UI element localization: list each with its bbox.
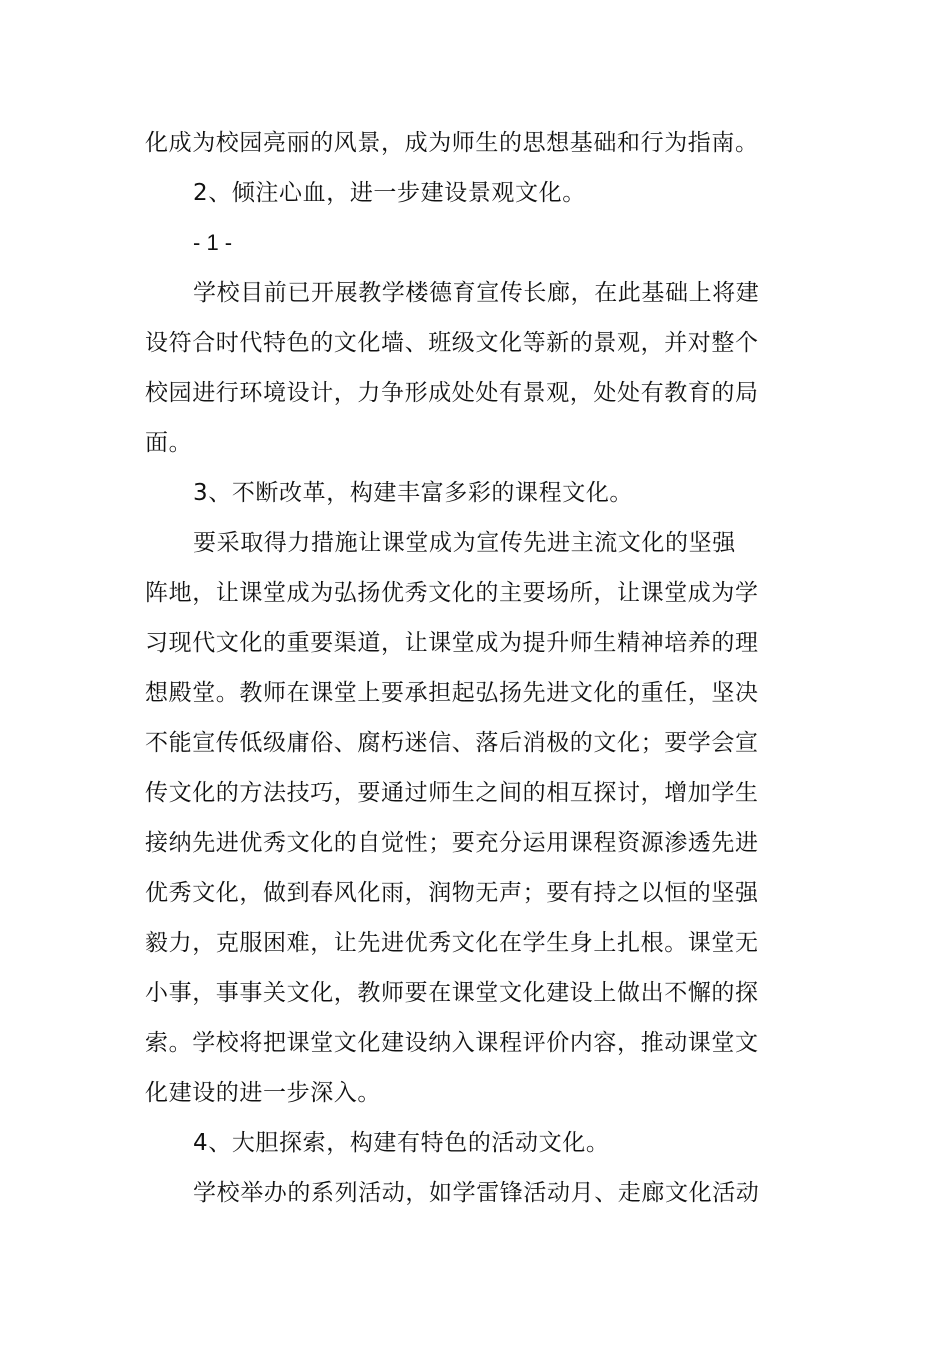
paragraph-line: 毅力，克服困难，让先进优秀文化在学生身上扎根。课堂无 bbox=[145, 930, 759, 956]
section-heading-2: 2、倾注心血，进一步建设景观文化。 bbox=[193, 180, 586, 206]
paragraph-line: 化成为校园亮丽的风景，成为师生的思想基础和行为指南。 bbox=[145, 130, 759, 156]
paragraph-line: 校园进行环境设计，力争形成处处有景观，处处有教育的局 bbox=[145, 380, 759, 406]
paragraph-line: 设符合时代特色的文化墙、班级文化等新的景观，并对整个 bbox=[145, 330, 759, 356]
paragraph-line: 不能宣传低级庸俗、腐朽迷信、落后消极的文化；要学会宣 bbox=[145, 730, 759, 756]
paragraph-line: 想殿堂。教师在课堂上要承担起弘扬先进文化的重任，坚决 bbox=[145, 680, 759, 706]
page-number: - 1 - bbox=[193, 230, 233, 255]
paragraph-line: 小事，事事关文化，教师要在课堂文化建设上做出不懈的探 bbox=[145, 980, 759, 1006]
section-heading-3: 3、不断改革，构建丰富多彩的课程文化。 bbox=[193, 480, 634, 506]
paragraph-line: 学校举办的系列活动，如学雷锋活动月、走廊文化活动 bbox=[193, 1180, 760, 1206]
paragraph-line: 阵地，让课堂成为弘扬优秀文化的主要场所，让课堂成为学 bbox=[145, 580, 759, 606]
section-heading-4: 4、大胆探索，构建有特色的活动文化。 bbox=[193, 1130, 610, 1156]
paragraph-line: 传文化的方法技巧，要通过师生之间的相互探讨，增加学生 bbox=[145, 780, 759, 806]
paragraph-line: 要采取得力措施让课堂成为宣传先进主流文化的坚强 bbox=[193, 530, 736, 556]
paragraph-line: 面。 bbox=[145, 430, 193, 456]
paragraph-line: 接纳先进优秀文化的自觉性；要充分运用课程资源渗透先进 bbox=[145, 830, 759, 856]
paragraph-line: 索。学校将把课堂文化建设纳入课程评价内容，推动课堂文 bbox=[145, 1030, 759, 1056]
paragraph-line: 学校目前已开展教学楼德育宣传长廊，在此基础上将建 bbox=[193, 280, 760, 306]
paragraph-line: 优秀文化，做到春风化雨，润物无声；要有持之以恒的坚强 bbox=[145, 880, 759, 906]
paragraph-line: 习现代文化的重要渠道，让课堂成为提升师生精神培养的理 bbox=[145, 630, 759, 656]
paragraph-line: 化建设的进一步深入。 bbox=[145, 1080, 381, 1106]
